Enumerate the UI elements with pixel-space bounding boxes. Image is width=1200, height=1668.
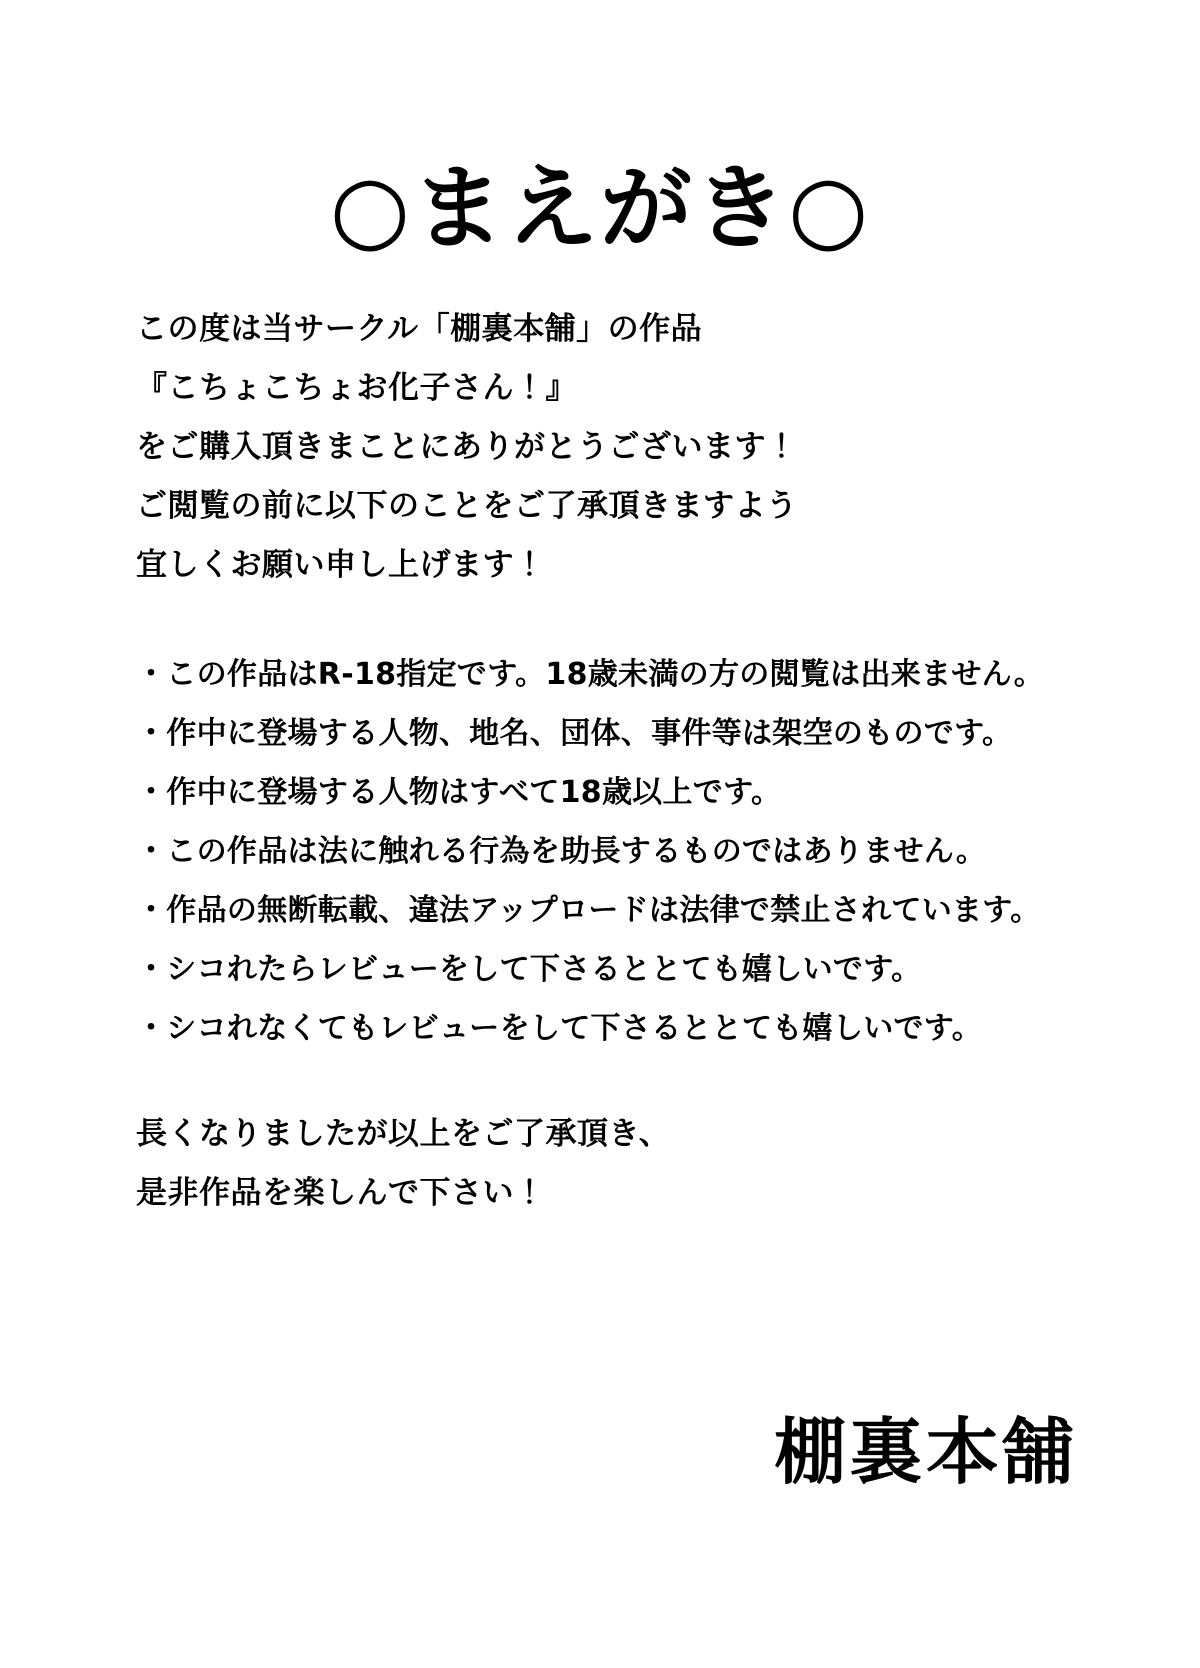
closing-paragraph (136, 1105, 1136, 1223)
intro-paragraph (136, 300, 1136, 595)
list-item: ・作中に登場する人物、地名、団体、事件等は架空のものです。 (136, 716, 1013, 751)
intro-line: 宜しくお願い申し上げます！ (136, 547, 546, 583)
list-item: ・作中に登場する人物はすべて18歳以上です。 (136, 775, 782, 810)
page-title: ○まえがき○ (329, 154, 871, 262)
intro-line: をご購入頂きまことにありがとうございます！ (136, 429, 798, 465)
list-item: ・シコれたらレビューをして下さるととても嬉しいです。 (136, 952, 922, 987)
list-item: ・この作品は法に触れる行為を助長するものではありません。 (136, 834, 987, 869)
list-item: ・作品の無断転載、違法アップロードは法律で禁止されています。 (136, 893, 1041, 928)
closing-line: 長くなりましたが以上をご了承頂き、 (136, 1116, 671, 1152)
intro-line: ご閲覧の前に以下のことをご了承頂きますよう (136, 488, 798, 524)
notice-list (136, 645, 1136, 1058)
closing-line: 是非作品を楽しんで下さい！ (136, 1175, 546, 1211)
intro-line: この度は当サークル「棚裏本舗」の作品 (136, 311, 703, 347)
list-item: ・この作品はR-18指定です。18歳未満の方の閲覧は出来ません。 (136, 657, 1045, 692)
list-item: ・シコれなくてもレビューをして下さるととても嬉しいです。 (136, 1011, 982, 1046)
intro-line: 『こちょこちょお化子さん！』 (136, 370, 577, 406)
circle-signature: 棚裏本舗 (773, 1410, 1078, 1494)
